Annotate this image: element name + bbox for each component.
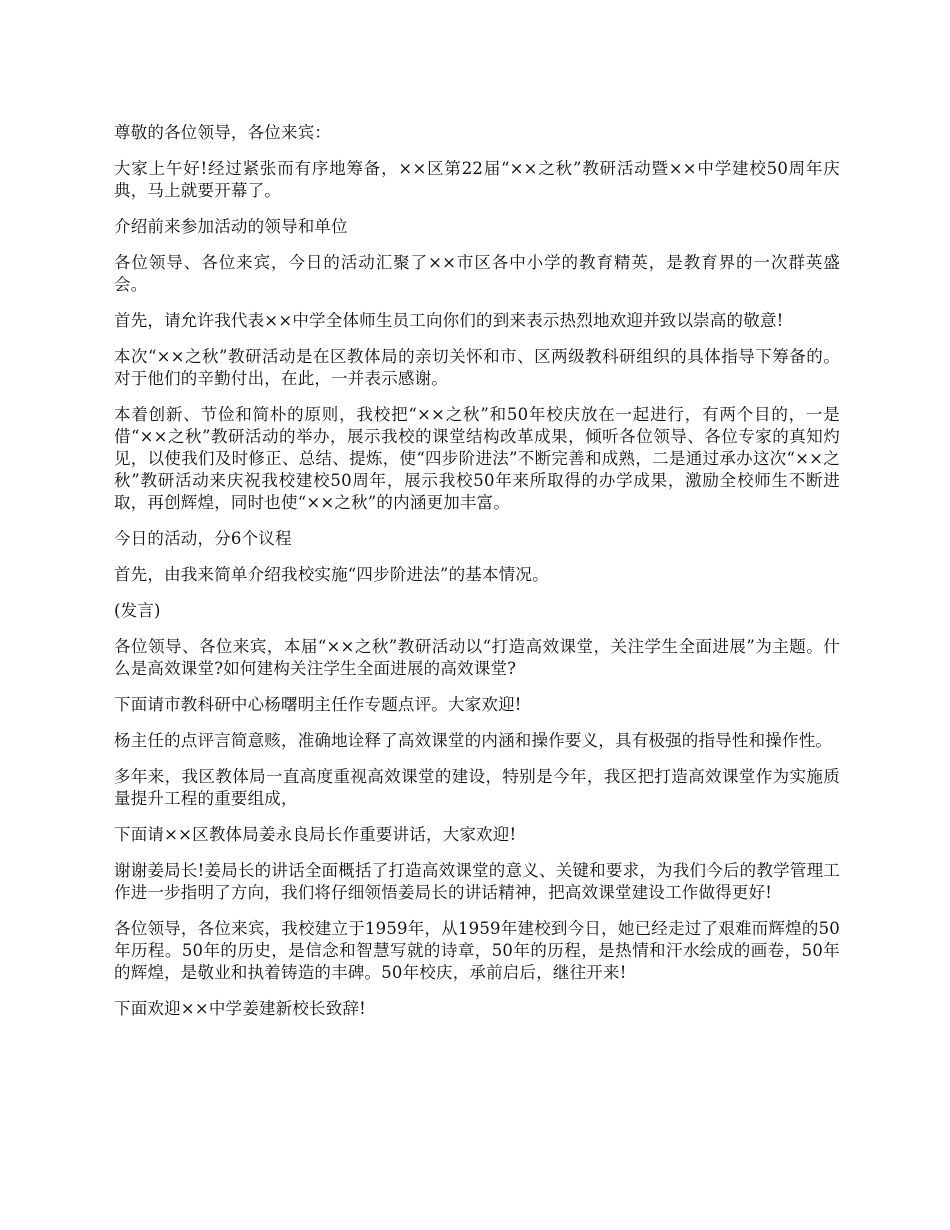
speech-body <box>114 122 840 1034</box>
paragraph-thanks: 本次“××之秋”教研活动是在区教体局的亲切关怀和市、区两级教科研组织的具体指导下筹备的。对于他们的辛勤付出，在此，一并表示感谢。 <box>114 347 840 388</box>
paragraph-introduce-guests: 介绍前来参加活动的领导和单位 <box>114 217 348 236</box>
paragraph-purpose: 本着创新、节俭和简朴的原则，我校把“××之秋”和50年校庆放在一起进行，有两个目的，一是借“××之秋”教研活动的举办，展示我校的课堂结构改革成果，倾听各位领导、各位专家的真知灼见，以使我们及时修正、总结、提炼，使“四步阶进法”不断完善和成熟，二是通过承办这次“××之秋”教研活动来庆祝我校建校50周年，展示我校50年来所取得的办学成果，激励全校师生不断进取，再创辉煌，同时也使“××之秋”的内涵更加丰富。 <box>114 405 840 512</box>
paragraph-agenda: 今日的活动，分6个议程 <box>114 529 292 548</box>
paragraph-invite-yang: 下面请市教科研中心杨曙明主任作专题点评。大家欢迎! <box>114 695 522 714</box>
paragraph-school-history: 各位领导，各位来宾，我校建立于1959年，从1959年建校到今日，她已经走过了艰难而辉煌的50年历程。50年的历史，是信念和智慧写就的诗章，50年的历程，是热情和汗水绘成的画卷，50年的辉煌，是敬业和执着铸造的丰碑。50年校庆，承前启后，继往开来! <box>114 919 840 982</box>
paragraph-greeting: 尊敬的各位领导，各位来宾： <box>114 123 332 142</box>
paragraph-invite-jiang: 下面请××区教体局姜永良局长作重要讲话，大家欢迎! <box>114 825 517 844</box>
paragraph-theme: 各位领导、各位来宾，本届“××之秋”教研活动以“打造高效课堂，关注学生全面进展”为主题。什么是高效课堂?如何建构关注学生全面进展的高效课堂? <box>114 637 840 678</box>
paragraph-invite-principal: 下面欢迎××中学姜建新校长致辞! <box>114 999 366 1018</box>
paragraph-welcome: 首先，请允许我代表××中学全体师生员工向你们的到来表示热烈地欢迎并致以崇高的敬意! <box>114 311 784 330</box>
paragraph-yang-comment: 杨主任的点评言简意赅，准确地诠释了高效课堂的内涵和操作要义，具有极强的指导性和操作性。 <box>114 731 833 750</box>
paragraph-district-effort: 多年来，我区教体局一直高度重视高效课堂的建设，特别是今年，我区把打造高效课堂作为实施质量提升工程的重要组成， <box>114 767 840 808</box>
paragraph-gathering: 各位领导、各位来宾，今日的活动汇聚了××市区各中小学的教育精英，是教育界的一次群英盛会。 <box>114 253 840 294</box>
paragraph-opening: 大家上午好!经过紧张而有序地筹备，××区第22届“××之秋”教研活动暨××中学建校50周年庆典，马上就要开幕了。 <box>114 159 840 200</box>
paragraph-speech-note: (发言) <box>114 601 161 620</box>
paragraph-thanks-jiang: 谢谢姜局长!姜局长的讲话全面概括了打造高效课堂的意义、关键和要求，为我们今后的教学管理工作进一步指明了方向，我们将仔细领悟姜局长的讲话精神，把高效课堂建设工作做得更好! <box>114 861 840 902</box>
paragraph-first-item: 首先，由我来简单介绍我校实施“四步阶进法”的基本情况。 <box>114 565 549 584</box>
